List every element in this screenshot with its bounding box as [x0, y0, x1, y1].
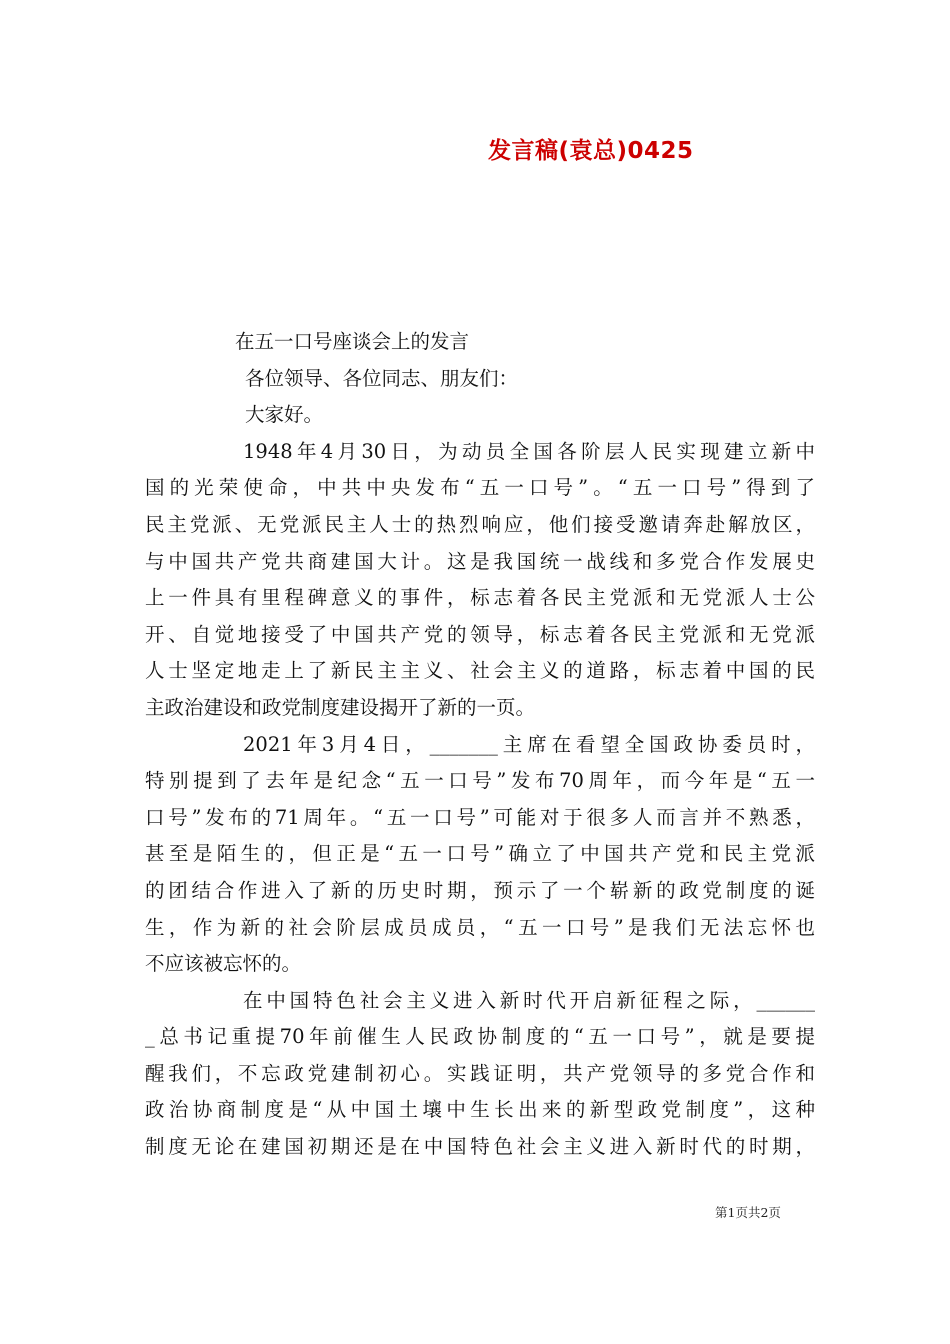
paragraph-2 — [145, 727, 815, 983]
paragraph-line: 的团结合作进入了新的历史时期，预示了一个崭新的政党制度的诞 — [145, 878, 815, 902]
document-body — [145, 324, 815, 1166]
greeting: 大家好。 — [245, 403, 324, 427]
paragraph-line: 在中国特色社会主义进入新时代开启新征程之际，______ — [243, 988, 815, 1012]
paragraph-line: 制度无论在建国初期还是在中国特色社会主义进入新时代的时期， — [145, 1135, 815, 1159]
paragraph-1 — [145, 434, 815, 727]
page-number: 第1页共2页 — [715, 1205, 781, 1220]
paragraph-line: 上一件具有里程碑意义的事件，标志着各民主党派和无党派人士公 — [145, 586, 815, 610]
paragraph-line: 与中国共产党共商建国大计。这是我国统一战线和多党合作发展史 — [145, 549, 815, 573]
paragraph-line: 1948年4月30日，为动员全国各阶层人民实现建立新中 — [243, 439, 815, 463]
paragraph-line: 国的光荣使命，中共中央发布“五一口号”。“五一口号”得到了 — [145, 476, 815, 500]
paragraph-line: 主政治建设和政党制度建设揭开了新的一页。 — [145, 695, 536, 719]
paragraph-line: 口号”发布的71周年。“五一口号”可能对于很多人而言并不熟悉， — [145, 805, 815, 829]
paragraph-line: 醒我们，不忘政党建制初心。实践证明，共产党领导的多党合作和 — [145, 1061, 815, 1085]
speech-heading: 在五一口号座谈会上的发言 — [235, 330, 470, 353]
paragraph-line: 甚至是陌生的，但正是“五一口号”确立了中国共产党和民主党派 — [145, 842, 815, 866]
paragraph-line: 2021年3月4日，_______主席在看望全国政协委员时， — [243, 732, 815, 756]
paragraph-line: 开、自觉地接受了中国共产党的领导，标志着各民主党派和无党派 — [145, 622, 815, 646]
paragraph-line: 人士坚定地走上了新民主主义、社会主义的道路，标志着中国的民 — [145, 659, 815, 683]
paragraph-line: 民主党派、无党派民主人士的热烈响应，他们接受邀请奔赴解放区， — [145, 512, 815, 536]
paragraph-line: 不应该被忘怀的。 — [145, 952, 302, 976]
paragraph-3 — [145, 983, 815, 1166]
salutation: 各位领导、各位同志、朋友们： — [245, 366, 519, 390]
document-title: 发言稿(袁总)0425 — [488, 138, 694, 164]
paragraph-line: _总书记重提70年前催生人民政协制度的“五一口号”，就是要提 — [145, 1025, 815, 1049]
paragraph-line: 生，作为新的社会阶层成员成员，“五一口号”是我们无法忘怀也 — [145, 915, 815, 939]
paragraph-line: 特别提到了去年是纪念“五一口号”发布70周年，而今年是“五一 — [145, 769, 815, 793]
paragraph-line: 政治协商制度是“从中国土壤中生长出来的新型政党制度”，这种 — [145, 1098, 815, 1122]
